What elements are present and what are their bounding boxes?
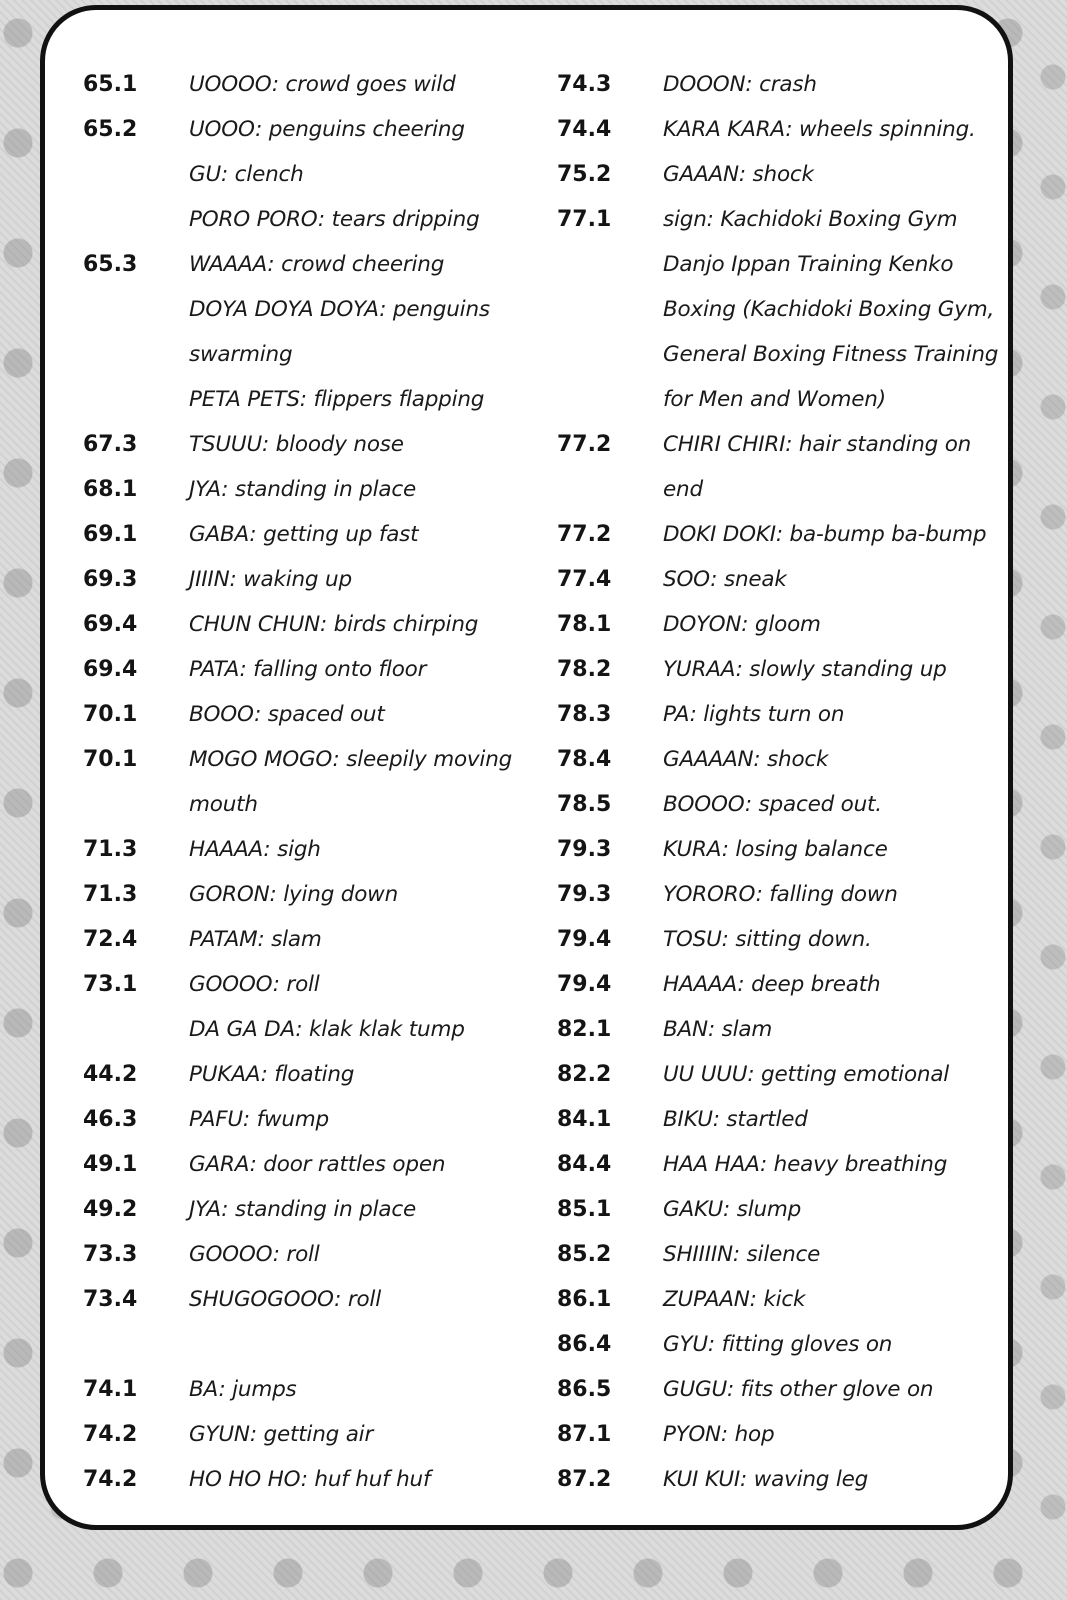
sfx-translation: swarming <box>189 342 293 367</box>
sfx-row <box>557 1375 997 1420</box>
sfx-translation: JYA: standing in place <box>189 1197 417 1222</box>
sfx-translation: GOOOO: roll <box>189 1242 320 1267</box>
sfx-row <box>557 115 997 160</box>
sfx-row <box>83 340 523 385</box>
sfx-row <box>83 880 523 925</box>
sfx-translation: for Men and Women) <box>663 387 886 412</box>
sfx-row <box>83 1015 523 1060</box>
page-panel-number: 82.2 <box>557 1062 612 1087</box>
sfx-row <box>557 700 997 745</box>
page-panel-number: 74.2 <box>83 1422 138 1447</box>
sfx-translation: PYON: hop <box>663 1422 775 1447</box>
sfx-row <box>83 1150 523 1195</box>
sfx-translation: GUGU: fits other glove on <box>663 1377 934 1402</box>
sfx-row <box>83 520 523 565</box>
page-panel-number: 86.4 <box>557 1332 612 1357</box>
page-panel-number: 69.1 <box>83 522 138 547</box>
sfx-translation: GOOOO: roll <box>189 972 320 997</box>
sfx-translation: GYU: fitting gloves on <box>663 1332 893 1357</box>
sfx-row <box>83 565 523 610</box>
sfx-translation: KUI KUI: waving leg <box>663 1467 869 1492</box>
sfx-translation: SHIIIIN: silence <box>663 1242 821 1267</box>
sfx-translation: GABA: getting up fast <box>189 522 419 547</box>
page-panel-number: 70.1 <box>83 702 138 727</box>
sfx-row <box>83 70 523 115</box>
page-panel-number: 65.1 <box>83 72 138 97</box>
page-panel-number: 79.3 <box>557 837 612 862</box>
sfx-row <box>83 925 523 970</box>
sound-effects-panel <box>40 5 1013 1530</box>
page-panel-number: 49.1 <box>83 1152 138 1177</box>
sfx-row <box>83 1060 523 1105</box>
sfx-row <box>557 835 997 880</box>
page-panel-number: 75.2 <box>557 162 612 187</box>
sfx-row <box>557 160 997 205</box>
sfx-row <box>557 1015 997 1060</box>
sfx-translation: end <box>663 477 703 502</box>
page-panel-number: 86.1 <box>557 1287 612 1312</box>
page-panel-number: 77.2 <box>557 432 612 457</box>
sfx-translation: sign: Kachidoki Boxing Gym <box>663 207 958 232</box>
sfx-translation: HAA HAA: heavy breathing <box>663 1152 948 1177</box>
page-panel-number: 73.1 <box>83 972 138 997</box>
page-panel-number: 49.2 <box>83 1197 138 1222</box>
sfx-translation: UOOOO: crowd goes wild <box>189 72 456 97</box>
sfx-row <box>557 1330 997 1375</box>
sfx-row <box>83 1285 523 1330</box>
sfx-row <box>83 385 523 430</box>
sfx-translation: DOYA DOYA DOYA: penguins <box>189 297 490 322</box>
page-panel-number: 78.5 <box>557 792 612 817</box>
sfx-translation: DA GA DA: klak klak tump <box>189 1017 465 1042</box>
page-panel-number: 70.1 <box>83 747 138 772</box>
page-panel-number: 79.4 <box>557 927 612 952</box>
sfx-translation: PORO PORO: tears dripping <box>189 207 480 232</box>
page-panel-number: 73.4 <box>83 1287 138 1312</box>
sfx-translation: mouth <box>189 792 258 817</box>
sfx-translation: YORORO: falling down <box>663 882 898 907</box>
sfx-row <box>557 1195 997 1240</box>
sfx-translation: KARA KARA: wheels spinning. <box>663 117 976 142</box>
sfx-translation: PA: lights turn on <box>663 702 845 727</box>
page-panel-number: 87.1 <box>557 1422 612 1447</box>
sfx-row <box>557 430 997 475</box>
sfx-translation: GORON: lying down <box>189 882 398 907</box>
sfx-translation: SOO: sneak <box>663 567 787 592</box>
page-panel-number: 65.3 <box>83 252 138 277</box>
page-panel-number: 71.3 <box>83 882 138 907</box>
sfx-translation: JIIIN: waking up <box>189 567 352 592</box>
sfx-row <box>557 295 997 340</box>
sfx-row <box>83 115 523 160</box>
page-panel-number: 74.2 <box>83 1467 138 1492</box>
sfx-row <box>557 1465 997 1510</box>
sfx-translation: BA: jumps <box>189 1377 297 1402</box>
sfx-translation: HAAAA: sigh <box>189 837 321 862</box>
sfx-row <box>557 250 997 295</box>
sfx-row <box>557 205 997 250</box>
page-panel-number: 82.1 <box>557 1017 612 1042</box>
sfx-row <box>557 610 997 655</box>
sfx-translation: CHUN CHUN: birds chirping <box>189 612 479 637</box>
page-panel-number: 84.4 <box>557 1152 612 1177</box>
sfx-translation: UOOO: penguins cheering <box>189 117 465 142</box>
page-panel-number: 73.3 <box>83 1242 138 1267</box>
sfx-translation: HAAAA: deep breath <box>663 972 881 997</box>
page-panel-number: 74.4 <box>557 117 612 142</box>
sfx-row <box>83 250 523 295</box>
sfx-translation: JYA: standing in place <box>189 477 417 502</box>
page-panel-number: 78.3 <box>557 702 612 727</box>
page-panel-number: 78.2 <box>557 657 612 682</box>
sfx-row <box>83 1195 523 1240</box>
page-panel-number: 74.1 <box>83 1377 138 1402</box>
sfx-row <box>83 1105 523 1150</box>
page-panel-number: 77.1 <box>557 207 612 232</box>
sfx-translation: GARA: door rattles open <box>189 1152 446 1177</box>
right-column <box>557 70 997 1510</box>
sfx-row <box>83 295 523 340</box>
sfx-row <box>557 1285 997 1330</box>
sfx-row <box>557 790 997 835</box>
sfx-translation: HO HO HO: huf huf huf <box>189 1467 431 1492</box>
page-panel-number: 69.4 <box>83 612 138 637</box>
page-panel-number: 85.2 <box>557 1242 612 1267</box>
page-panel-number: 74.3 <box>557 72 612 97</box>
sfx-row <box>83 745 523 790</box>
sfx-row <box>83 790 523 835</box>
sfx-translation: SHUGOGOOO: roll <box>189 1287 381 1312</box>
sfx-row <box>557 1150 997 1195</box>
sfx-row <box>557 655 997 700</box>
sfx-translation: DOYON: gloom <box>663 612 821 637</box>
page-panel-number: 77.2 <box>557 522 612 547</box>
sfx-translation: CHIRI CHIRI: hair standing on <box>663 432 972 457</box>
sfx-translation: GAKU: slump <box>663 1197 802 1222</box>
sfx-row <box>557 925 997 970</box>
sfx-translation: UU UUU: getting emotional <box>663 1062 950 1087</box>
sfx-translation: BOOO: spaced out <box>189 702 385 727</box>
page-panel-number: 65.2 <box>83 117 138 142</box>
sfx-translation: Danjo Ippan Training Kenko <box>663 252 954 277</box>
sfx-row <box>83 205 523 250</box>
page-panel-number: 72.4 <box>83 927 138 952</box>
page-panel-number: 71.3 <box>83 837 138 862</box>
sfx-row <box>83 1420 523 1465</box>
sfx-row <box>83 1465 523 1510</box>
sfx-row <box>83 700 523 745</box>
sfx-row <box>83 1240 523 1285</box>
sfx-row <box>557 1240 997 1285</box>
sfx-row <box>83 1330 523 1375</box>
sfx-translation: GU: clench <box>189 162 304 187</box>
page-panel-number: 44.2 <box>83 1062 138 1087</box>
sfx-translation: Boxing (Kachidoki Boxing Gym, <box>663 297 995 322</box>
sfx-translation: GAAAN: shock <box>663 162 814 187</box>
page-panel-number: 68.1 <box>83 477 138 502</box>
sfx-translation: General Boxing Fitness Training <box>663 342 999 367</box>
page-panel-number: 84.1 <box>557 1107 612 1132</box>
page-panel-number: 77.4 <box>557 567 612 592</box>
page-panel-number: 78.4 <box>557 747 612 772</box>
sfx-translation: TSUUU: bloody nose <box>189 432 404 457</box>
sfx-row <box>557 745 997 790</box>
page-panel-number: 67.3 <box>83 432 138 457</box>
page-panel-number: 69.4 <box>83 657 138 682</box>
sfx-row <box>83 835 523 880</box>
page-panel-number: 69.3 <box>83 567 138 592</box>
sfx-translation: ZUPAAN: kick <box>663 1287 806 1312</box>
page-panel-number: 46.3 <box>83 1107 138 1132</box>
sfx-translation: BOOOO: spaced out. <box>663 792 882 817</box>
sfx-row <box>557 880 997 925</box>
sfx-row <box>83 1375 523 1420</box>
sfx-translation: DOKI DOKI: ba-bump ba-bump <box>663 522 987 547</box>
sfx-translation: PATAM: slam <box>189 927 322 952</box>
sfx-translation: GAAAAN: shock <box>663 747 829 772</box>
sfx-row <box>83 160 523 205</box>
sfx-row <box>83 610 523 655</box>
sfx-translation: BAN: slam <box>663 1017 773 1042</box>
page-panel-number: 87.2 <box>557 1467 612 1492</box>
sfx-row <box>557 565 997 610</box>
sfx-row <box>557 70 997 115</box>
sfx-row <box>557 970 997 1015</box>
sfx-translation: WAAAA: crowd cheering <box>189 252 445 277</box>
sfx-translation: PUKAA: floating <box>189 1062 355 1087</box>
sfx-translation: PATA: falling onto floor <box>189 657 427 682</box>
sfx-translation: YURAA: slowly standing up <box>663 657 947 682</box>
page-panel-number: 78.1 <box>557 612 612 637</box>
sfx-row <box>83 475 523 520</box>
sfx-translation: DOOON: crash <box>663 72 817 97</box>
sfx-row <box>83 430 523 475</box>
sfx-translation: KURA: losing balance <box>663 837 888 862</box>
sfx-translation: MOGO MOGO: sleepily moving <box>189 747 513 772</box>
sfx-row <box>557 385 997 430</box>
page-panel-number: 86.5 <box>557 1377 612 1402</box>
sfx-row <box>83 970 523 1015</box>
sfx-translation: PETA PETS: flippers flapping <box>189 387 485 412</box>
sfx-row <box>557 1105 997 1150</box>
sfx-row <box>557 520 997 565</box>
left-column <box>83 70 523 1510</box>
sfx-row <box>557 1060 997 1105</box>
sfx-translation: TOSU: sitting down. <box>663 927 872 952</box>
page-panel-number: 85.1 <box>557 1197 612 1222</box>
sfx-translation: PAFU: fwump <box>189 1107 329 1132</box>
page-panel-number: 79.3 <box>557 882 612 907</box>
sfx-row <box>557 475 997 520</box>
sfx-row <box>557 340 997 385</box>
sfx-row <box>557 1420 997 1465</box>
sfx-row <box>83 655 523 700</box>
page-panel-number: 79.4 <box>557 972 612 997</box>
sfx-translation: GYUN: getting air <box>189 1422 374 1447</box>
sfx-translation: BIKU: startled <box>663 1107 808 1132</box>
